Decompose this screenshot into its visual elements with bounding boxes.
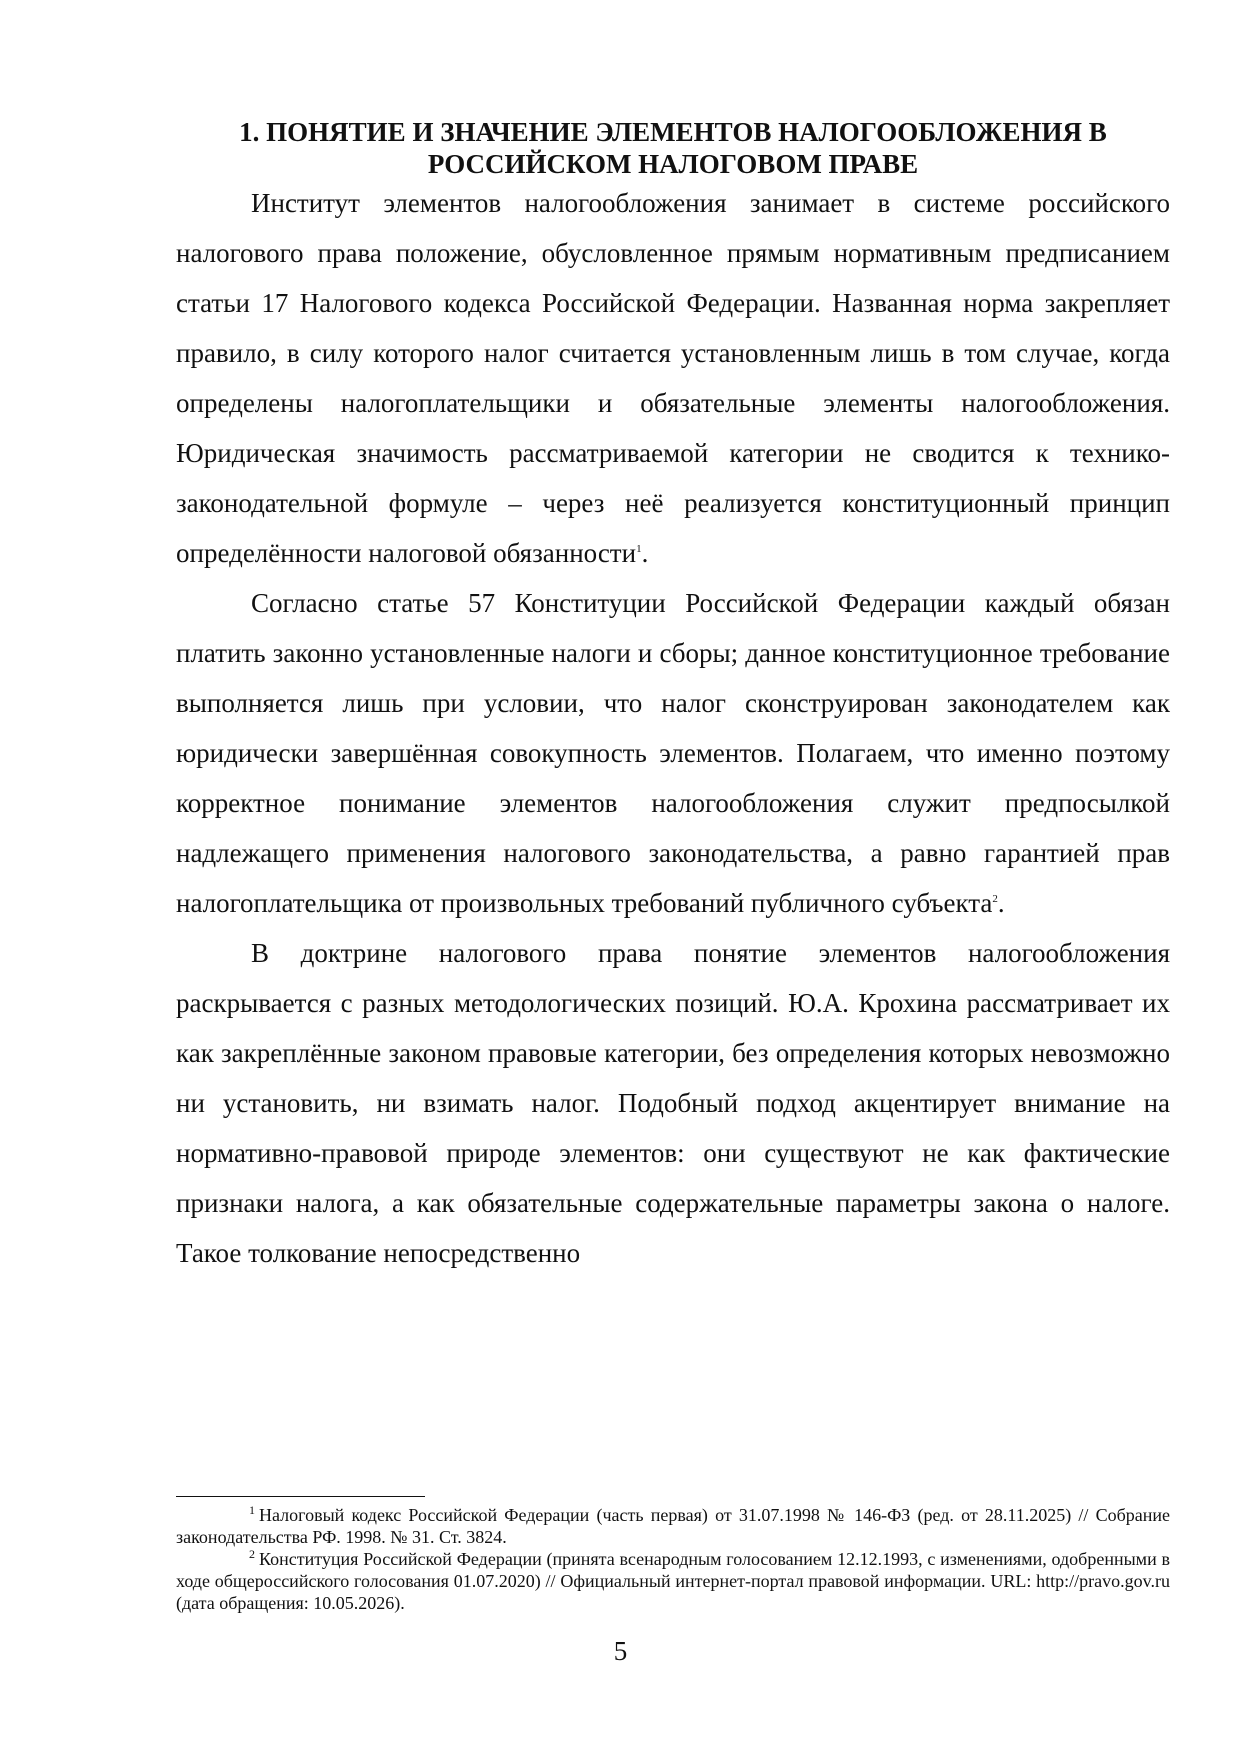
footnote-1-number: 1 <box>249 1503 255 1517</box>
page-number: 5 <box>613 1636 628 1666</box>
footnotes-section <box>176 1496 1170 1614</box>
paragraph-1-tail: . <box>641 538 649 568</box>
footnote-2 <box>176 1548 1170 1614</box>
footnote-2-number: 2 <box>249 1547 255 1561</box>
paragraph-2-tail: . <box>997 888 1005 918</box>
paragraph-1-text: Институт элементов налогообложения занимает в системе российского налогового права положение, обусловленное прямым нормативным предписанием статьи 17 Налогового кодекса Российской Федерации. Названная норма закрепляет правило, в силу которого налог считается установленным лишь в том случае, когда определены налогоплательщики и обязательные элементы налогообложения. Юридическая значимость рассматриваемой категории не сводится к технико-законодательной формуле – через неё реализуется конституционный принцип определённости налоговой обязанности <box>176 188 1170 568</box>
footnote-1 <box>176 1504 1170 1548</box>
chapter-heading-line-1: 1. ПОНЯТИЕ И ЗНАЧЕНИЕ ЭЛЕМЕНТОВ НАЛОГООБЛОЖЕНИЯ В <box>239 117 1107 147</box>
footnote-2-text: Конституция Российской Федерации (принята всенародным голосованием 12.12.1993, с изменениями, одобренными в ходе общероссийского голосования 01.07.2020) // Официальный интернет-портал правовой информации. URL: http://pravo.gov.ru (дата обращения: 10.05.2026). <box>176 1549 1170 1613</box>
paragraph-2 <box>176 578 1170 928</box>
footnote-separator <box>176 1496 425 1497</box>
paragraph-2-text: Согласно статье 57 Конституции Российской Федерации каждый обязан платить законно установленные налоги и сборы; данное конституционное требование выполняется лишь при условии, что налог сконструирован законодателем как юридически завершённая совокупность элементов. Полагаем, что именно поэтому корректное понимание элементов налогообложения служит предпосылкой надлежащего применения налогового законодательства, а равно гарантией прав налогоплательщика от произвольных требований публичного субъекта <box>176 588 1170 918</box>
footnote-ref-2: 2 <box>992 893 998 905</box>
chapter-heading-line-2: РОССИЙСКОМ НАЛОГОВОМ ПРАВЕ <box>427 149 919 179</box>
paragraph-3-text: В доктрине налогового права понятие элементов налогообложения раскрывается с разных методологических позиций. Ю.А. Крохина рассматривает их как закреплённые законом правовые категории, без определения которых невозможно ни установить, ни взимать налог. Подобный подход акцентирует внимание на нормативно-правовой природе элементов: они существуют не как фактические признаки налога, а как обязательные содержательные параметры закона о налоге. Такое толкование непосредственно <box>176 938 1170 1268</box>
footnote-ref-1: 1 <box>636 543 642 555</box>
paragraph-3 <box>176 928 1170 1278</box>
main-content <box>176 116 1170 1278</box>
paragraph-1 <box>176 178 1170 578</box>
footnote-1-text: Налоговый кодекс Российской Федерации (часть первая) от 31.07.1998 № 146-ФЗ (ред. от 28.11.2025) // Собрание законодательства РФ. 1998. № 31. Ст. 3824. <box>176 1505 1170 1547</box>
chapter-heading <box>176 116 1170 180</box>
